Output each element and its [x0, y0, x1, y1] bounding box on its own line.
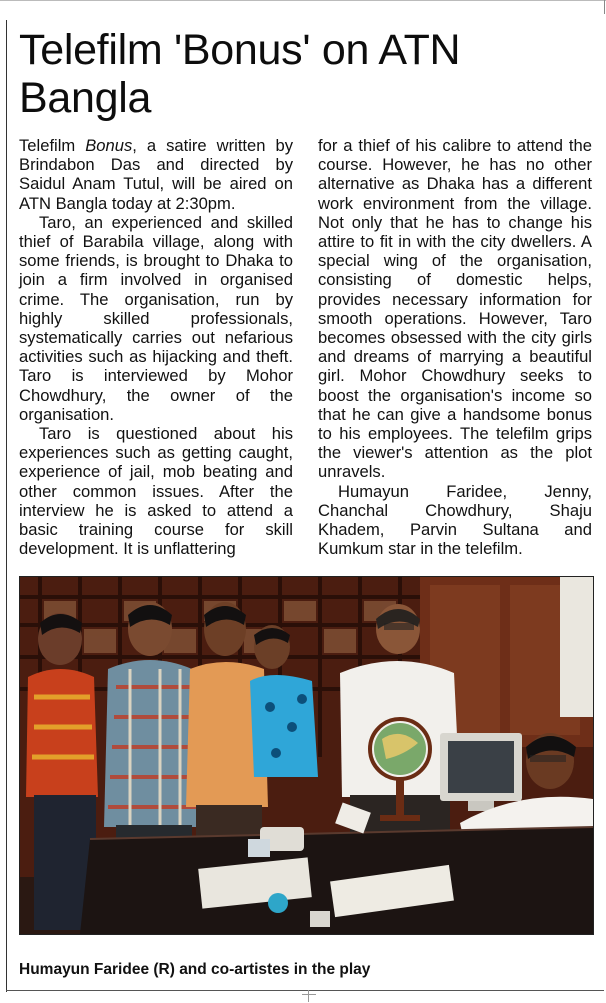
headline-line-1: Telefilm 'Bonus' on ATN [19, 26, 461, 74]
headline [19, 26, 599, 122]
photo-scene [20, 577, 593, 934]
headline-line-2: Bangla [19, 74, 152, 122]
top-right-rule [604, 0, 605, 14]
paragraph-1 [19, 136, 293, 213]
article-column-left [19, 136, 293, 558]
p1-rest: , a satire written by Brindabon Das and directed by Saidul Anam Tutul, will be aired on ATN Bangla today at 2:30pm. [19, 136, 294, 213]
paragraph-3-part-1: Taro is questioned about his experiences such as getting caught, experience of jail, mob beating and other common issues. After the interview he is asked to attend a basic training course for skill development. It is unflattering [19, 424, 293, 559]
article-column-right [318, 136, 592, 558]
paragraph-4: Humayun Faridee, Jenny, Chanchal Chowdhury, Shaju Khadem, Parvin Sultana and Kumkum star in the telefilm. [318, 481, 592, 559]
paragraph-2: Taro, an experienced and skilled thief of Barabila village, along with some friends, is brought to Dhaka to join a firm involved in organised crime. The organisation, run by highly skilled professionals, systematically carries out nefarious activities such as hijacking and theft. Taro is interviewed by Mohor Chowdhury, the owner of the organisation. [19, 212, 293, 424]
photo-caption: Humayun Faridee (R) and co-artistes in the play [19, 961, 371, 978]
article-photo [19, 576, 594, 935]
paragraph-3-part-2: for a thief of his calibre to attend the course. However, he has no other alternative as Dhaka has a different work environment from the village. Not only that he has to change his attire to fit in with the city dwellers. A special wing of the organisation, consisting of domestic helps, provides necessary information for smooth operations. However, Taro becomes obsessed with the city girls and dreams of marrying a beautiful girl. Mohor Chowdhury seeks to boost the organisation's income so that he can give a handsome bonus to his employees. The telefilm grips the viewer's attention as the plot unravels. [318, 136, 592, 482]
crop-mark [302, 994, 316, 995]
p1-prefix: Telefilm [19, 136, 86, 155]
top-rule [0, 0, 606, 1]
crop-mark [308, 990, 309, 1002]
window-light [560, 577, 593, 717]
telefilm-title: Bonus [85, 136, 133, 155]
left-column-rule [6, 20, 7, 992]
bottom-rule [6, 990, 604, 991]
computer-monitor [440, 733, 522, 811]
